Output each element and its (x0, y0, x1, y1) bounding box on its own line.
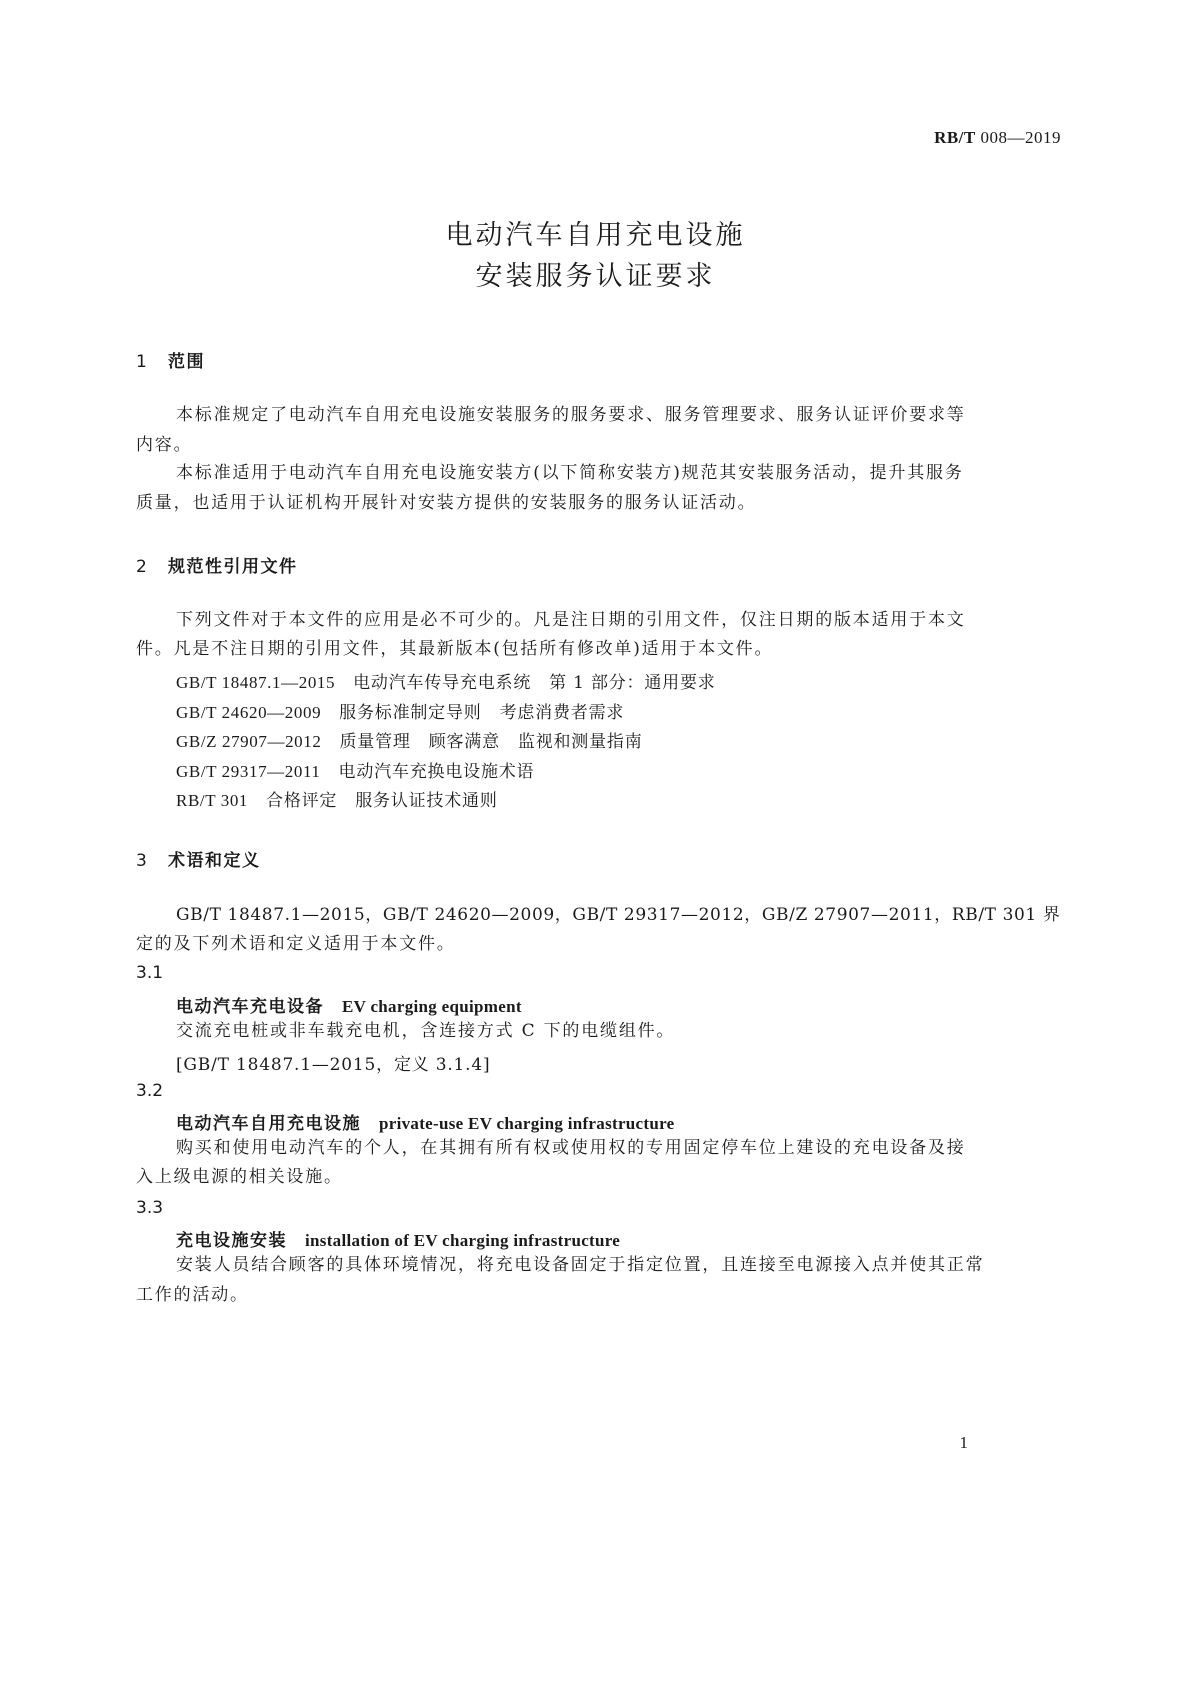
normative-reference-item: GB/T 29317—2011 电动汽车充换电设施术语 (176, 762, 535, 782)
page-number: 1 (959, 1433, 968, 1452)
term-definition-line-1: 安装人员结合顾客的具体环境情况，将充电设备固定于指定位置，且连接至电源接入点并使其正常 (176, 1255, 985, 1275)
document-title-line-1: 电动汽车自用充电设施 (445, 220, 746, 251)
normative-reference-item: GB/T 18487.1—2015 电动汽车传导充电系统 第 1 部分：通用要求 (176, 673, 716, 693)
term-definition-line-2: 入上级电源的相关设施。 (136, 1167, 343, 1187)
section-1-paragraph-2-line-2: 质量，也适用于认证机构开展针对安装方提供的安装服务的服务认证活动。 (136, 493, 757, 513)
term-number: 3.3 (136, 1198, 164, 1218)
term-definition: 交流充电桩或非车载充电机，含连接方式 C 下的电缆组件。 (176, 1021, 676, 1041)
document-title-line-2: 安装服务认证要求 (475, 261, 716, 292)
section-2-paragraph-line-1: 下列文件对于本文件的应用是必不可少的。凡是注日期的引用文件，仅注日期的版本适用于本文 (176, 610, 966, 630)
term-definition-line-2: 工作的活动。 (136, 1285, 249, 1305)
term-definition-line-1: 购买和使用电动汽车的个人，在其拥有所有权或使用权的专用固定停车位上建设的充电设备及接 (176, 1138, 966, 1158)
section-3-heading: 3 术语和定义 (136, 851, 261, 871)
section-1-paragraph-1-line-1: 本标准规定了电动汽车自用充电设施安装服务的服务要求、服务管理要求、服务认证评价要求等 (176, 405, 966, 425)
term-source: [GB/T 18487.1—2015，定义 3.1.4] (176, 1055, 491, 1075)
term-heading: 电动汽车自用充电设施 private-use EV charging infrastructure (176, 1114, 675, 1134)
section-2-paragraph-line-2: 件。凡是不注日期的引用文件，其最新版本(包括所有修改单)适用于本文件。 (136, 639, 774, 659)
term-heading: 充电设施安装 installation of EV charging infrastructure (176, 1231, 621, 1251)
normative-reference-item: RB/T 301 合格评定 服务认证技术通则 (176, 791, 498, 811)
standard-code: RB/T 008—2019 (934, 128, 1061, 147)
section-1-paragraph-2-line-1: 本标准适用于电动汽车自用充电设施安装方(以下简称安装方)规范其安装服务活动，提升其服务 (176, 463, 964, 483)
normative-reference-item: GB/Z 27907—2012 质量管理 顾客满意 监视和测量指南 (176, 732, 643, 752)
normative-reference-item: GB/T 24620—2009 服务标准制定导则 考虑消费者需求 (176, 703, 625, 723)
term-heading: 电动汽车充电设备 EV charging equipment (176, 997, 522, 1017)
section-1-heading: 1 范围 (136, 352, 205, 372)
section-3-paragraph-line-1: GB/T 18487.1—2015，GB/T 24620—2009，GB/T 29317—2012，GB/Z 27907—2011，RB/T 301 界 (176, 905, 1061, 925)
section-3-paragraph-line-2: 定的及下列术语和定义适用于本文件。 (136, 934, 456, 954)
term-number: 3.1 (136, 963, 164, 983)
section-2-heading: 2 规范性引用文件 (136, 557, 298, 577)
term-number: 3.2 (136, 1081, 164, 1101)
section-1-paragraph-1-line-2: 内容。 (136, 435, 193, 455)
